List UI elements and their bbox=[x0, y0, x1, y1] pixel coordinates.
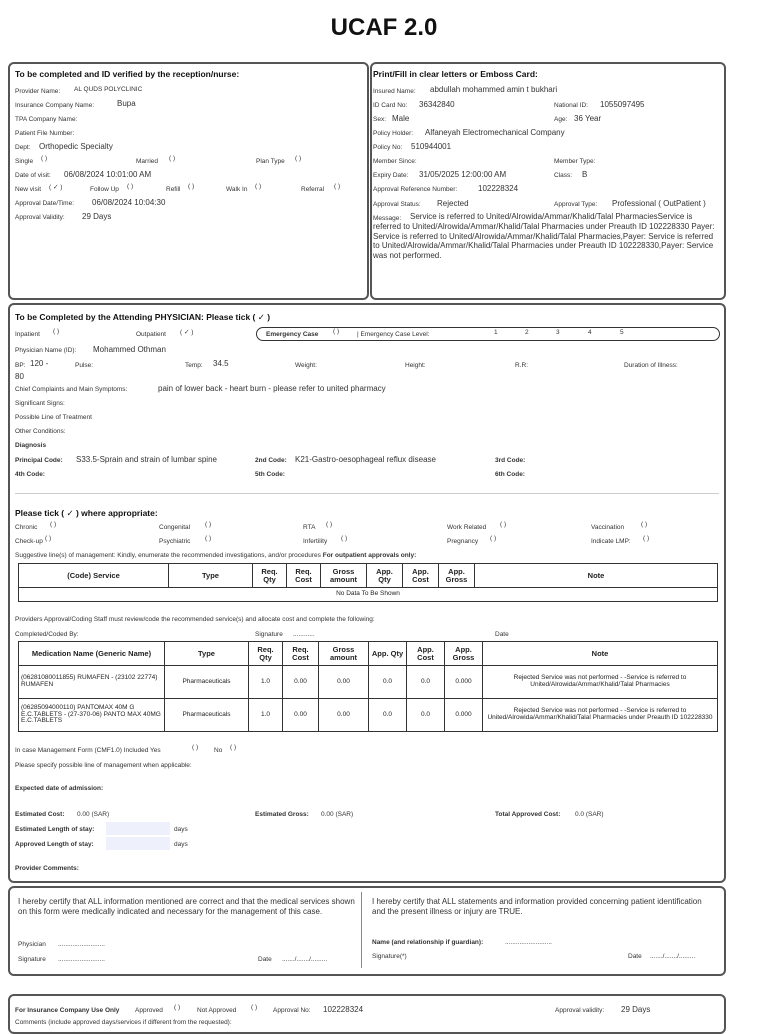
code-3-label: 3rd Code: bbox=[495, 457, 526, 464]
estimated-stay-label: Estimated Length of stay: bbox=[15, 826, 95, 833]
approved-stay-label: Approved Length of stay: bbox=[15, 841, 94, 848]
header-app-gross: App. Gross bbox=[439, 564, 475, 588]
header-type: Type bbox=[165, 642, 249, 666]
medication-note: Rejected Service was not performed - -Service is referred to United/Alrowida/Ammar/Khalid/Talal Pharmacies bbox=[483, 666, 718, 699]
medication-app-cost: 0.0 bbox=[407, 699, 445, 732]
file-label: Patient File Number: bbox=[15, 130, 75, 137]
id-card-value: 36342840 bbox=[419, 100, 455, 109]
suggestive-text bbox=[15, 552, 416, 559]
medication-type: Pharmaceuticals bbox=[165, 699, 249, 732]
header-note: Note bbox=[475, 564, 718, 588]
approval-type-value: Professional ( OutPatient ) bbox=[612, 199, 706, 208]
emergency-tick[interactable]: ( ) bbox=[333, 328, 340, 335]
bp-label: BP: bbox=[15, 362, 26, 369]
approval-ref-label: Approval Reference Number: bbox=[373, 186, 458, 193]
estimated-cost-value: 0.00 (SAR) bbox=[77, 811, 110, 818]
reception-section bbox=[8, 62, 369, 300]
policy-holder-label: Policy Holder: bbox=[373, 130, 414, 137]
new-visit-label: New visit bbox=[15, 186, 42, 193]
header-req-cost: Req. Cost bbox=[283, 642, 319, 666]
refill-label: Refill bbox=[166, 186, 181, 193]
medication-req-qty: 1.0 bbox=[249, 699, 283, 732]
not-approved-label: Not Approved bbox=[197, 1007, 237, 1014]
emergency-box bbox=[256, 327, 720, 341]
referral-tick[interactable]: ( ) bbox=[334, 183, 341, 190]
completed-by-label: Completed/Coded By: bbox=[15, 631, 79, 638]
emergency-level-5[interactable]: 5 bbox=[620, 329, 624, 336]
refill-tick[interactable]: ( ) bbox=[188, 183, 195, 190]
cmf-no-label: No bbox=[214, 747, 223, 754]
table-row bbox=[19, 699, 718, 732]
class-value: B bbox=[582, 170, 588, 179]
header-note: Note bbox=[483, 642, 718, 666]
emergency-level-4[interactable]: 4 bbox=[588, 329, 592, 336]
other-conditions-label: Other Conditions: bbox=[15, 428, 66, 435]
principal-code-label: Principal Code: bbox=[15, 457, 63, 464]
approved-stay-input[interactable] bbox=[106, 837, 170, 850]
congenital-tick[interactable]: ( ) bbox=[205, 521, 212, 528]
medication-type: Pharmaceuticals bbox=[165, 666, 249, 699]
married-tick[interactable]: ( ) bbox=[169, 155, 176, 162]
divider bbox=[15, 493, 719, 494]
sex-label: Sex: bbox=[373, 116, 387, 123]
vaccination-tick[interactable]: ( ) bbox=[641, 521, 648, 528]
insured-value: abdullah mohammed amin t bukhari bbox=[430, 85, 558, 94]
specify-text: Please specify possible line of management when applicable: bbox=[15, 762, 192, 769]
expiry-value: 31/05/2025 12:00:00 AM bbox=[419, 170, 507, 179]
single-label: Single bbox=[15, 158, 34, 165]
header-medication: Medication Name (Generic Name) bbox=[19, 642, 165, 666]
national-id-label: National ID: bbox=[554, 102, 588, 109]
estimated-stay-input[interactable] bbox=[106, 822, 170, 835]
plan-type-label: Plan Type bbox=[256, 158, 285, 165]
dept-value: Orthopedic Specialty bbox=[39, 142, 113, 151]
approval-no-label: Approval No: bbox=[273, 1007, 311, 1014]
header-req-cost: Req. Cost bbox=[287, 564, 321, 588]
insurance-label: Insurance Company Name: bbox=[15, 102, 95, 109]
physician-label: Physician bbox=[18, 941, 46, 948]
card-heading: Print/Fill in clear letters or Emboss Card: bbox=[373, 69, 538, 79]
insurance-comments-label: Comments (include approved days/services if different from the requested): bbox=[15, 1019, 232, 1026]
medication-note: Rejected Service was not performed - -Service is referred to United/Alrowida/Ammar/Khalid/Talal Pharmacies under Preauth ID 102228330 bbox=[483, 699, 718, 732]
provider-comments-label: Provider Comments: bbox=[15, 865, 79, 872]
height-label: Height: bbox=[405, 362, 426, 369]
class-label: Class: bbox=[554, 172, 573, 179]
medication-req-qty: 1.0 bbox=[249, 666, 283, 699]
approved-label: Approved bbox=[135, 1007, 163, 1014]
age-value: 36 Year bbox=[574, 114, 602, 123]
age-label: Age: bbox=[554, 116, 568, 123]
message-text: Service is referred to United/Alrowida/Ammar/Khalid/Talal PharmaciesService is referred to United/Alrowida/Ammar/Khalid/Talal Pharmacies under Preauth ID 102228330 Payer: Service is referred to United/Alrowida/Ammar/Khalid/Talal Pharmacies,Payer: Service is referred to United/Alrowida/Ammar/Khalid/Talal Pharmacies under Preauth ID 102228330,Payer: Service was not performed. bbox=[373, 212, 715, 261]
medication-table bbox=[18, 641, 718, 732]
header-app-cost: App. Cost bbox=[403, 564, 439, 588]
medication-name: (06285094000110) PANTOMAX 40M G E.C.TABLETS - (27-370-06) PANTO MAX 40MG E.C.TABLETS bbox=[19, 699, 165, 732]
id-card-label: ID Card No: bbox=[373, 102, 408, 109]
admission-label: Expected date of admission: bbox=[15, 785, 104, 792]
policy-no-label: Policy No: bbox=[373, 144, 403, 151]
suggestive-text-main: Suggestive line(s) of management: Kindly, enumerate the recommended investigations, and/or procedures bbox=[15, 552, 321, 559]
psychiatric-label: Psychiatric bbox=[159, 538, 191, 545]
diagnosis-label: Diagnosis bbox=[15, 442, 47, 449]
header-app-gross: App. Gross bbox=[445, 642, 483, 666]
patient-date-dots: ......./......./......... bbox=[650, 953, 696, 960]
medication-req-cost: 0.00 bbox=[283, 666, 319, 699]
visit-date-value: 06/08/2024 10:01:00 AM bbox=[64, 170, 152, 179]
physician-name-label: Physician Name (ID): bbox=[15, 347, 77, 354]
member-type-label: Member Type: bbox=[554, 158, 596, 165]
pregnancy-label: Pregnancy bbox=[447, 538, 479, 545]
physician-signature-dots: .......................... bbox=[58, 956, 105, 963]
treatment-label: Possible Line of Treatment bbox=[15, 414, 92, 421]
physician-date-dots: ......./......./......... bbox=[282, 956, 328, 963]
medication-gross: 0.00 bbox=[319, 666, 369, 699]
psychiatric-tick[interactable]: ( ) bbox=[205, 535, 212, 542]
follow-up-label: Follow Up bbox=[90, 186, 119, 193]
temp-value: 34.5 bbox=[213, 359, 229, 368]
inpatient-label: Inpatient bbox=[15, 331, 40, 338]
estimated-cost-label: Estimated Cost: bbox=[15, 811, 65, 818]
pregnancy-tick[interactable]: ( ) bbox=[490, 535, 497, 542]
emergency-level-3[interactable]: 3 bbox=[556, 329, 560, 336]
estimated-gross-label: Estimated Gross: bbox=[255, 811, 309, 818]
vaccination-label: Vaccination bbox=[591, 524, 625, 531]
medication-gross: 0.00 bbox=[319, 699, 369, 732]
policy-holder-value: Alfaneyah Electromechanical Company bbox=[425, 128, 565, 137]
outpatient-label: Outpatient bbox=[136, 331, 166, 338]
work-related-tick[interactable]: ( ) bbox=[500, 521, 507, 528]
weight-label: Weight: bbox=[295, 362, 317, 369]
checkup-label: Check-up bbox=[15, 538, 43, 545]
total-approved-label: Total Approved Cost: bbox=[495, 811, 561, 818]
chronic-tick[interactable]: ( ) bbox=[50, 521, 57, 528]
medication-app-gross: 0.000 bbox=[445, 699, 483, 732]
insurance-validity-label: Approval validity: bbox=[555, 1007, 605, 1014]
approval-datetime-label: Approval Date/Time: bbox=[15, 200, 75, 207]
approved-tick[interactable]: ( ) bbox=[174, 1004, 181, 1011]
emergency-label: Emergency Case bbox=[266, 331, 319, 338]
table-row bbox=[19, 666, 718, 699]
patient-certify-text: I hereby certify that ALL statements and information provided concerning patient identification and the present illness or injury are TRUE. bbox=[372, 897, 702, 916]
approval-validity-label: Approval Validity: bbox=[15, 214, 65, 221]
bp-value-2: 80 bbox=[15, 372, 24, 381]
walk-in-label: Walk In bbox=[226, 186, 248, 193]
card-section bbox=[370, 62, 726, 300]
service-table-header bbox=[19, 564, 718, 588]
coding-signature-dots: ............ bbox=[293, 631, 315, 638]
cmf-no-tick[interactable]: ( ) bbox=[230, 744, 237, 751]
insurance-use-section bbox=[8, 994, 726, 1034]
guardian-dots: .......................... bbox=[505, 939, 552, 946]
ticks-heading: Please tick ( ✓ ) where appropriate: bbox=[15, 508, 158, 518]
medication-name: (06281080011855) RUMAFEN - (23102 22774) RUMAFEN bbox=[19, 666, 165, 699]
approval-no-value: 102228324 bbox=[323, 1005, 364, 1014]
coding-signature-label: Signature bbox=[255, 631, 283, 638]
table-row bbox=[19, 588, 718, 602]
header-gross: Gross amount bbox=[319, 642, 369, 666]
physician-name-value: Mohammed Othman bbox=[93, 345, 166, 354]
total-approved-value: 0.0 (SAR) bbox=[575, 811, 604, 818]
physician-dots: .......................... bbox=[58, 941, 105, 948]
bp-value: 120 - bbox=[30, 359, 49, 368]
rta-label: RTA bbox=[303, 524, 316, 531]
certification-divider bbox=[361, 892, 362, 968]
approval-ref-value: 102228324 bbox=[478, 184, 519, 193]
header-service: (Code) Service bbox=[19, 564, 169, 588]
provider-label: Provider Name: bbox=[15, 88, 61, 95]
insurance-value: Bupa bbox=[117, 99, 136, 108]
guardian-label: Name (and relationship if guardian): bbox=[372, 939, 484, 946]
physician-heading: To be Completed by the Attending PHYSICIAN: Please tick ( ✓ ) bbox=[15, 312, 271, 322]
principal-code-value: S33.5-Sprain and strain of lumbar spine bbox=[76, 455, 217, 464]
emergency-level-label: | Emergency Case Level: bbox=[357, 331, 430, 338]
congenital-label: Congenital bbox=[159, 524, 191, 531]
duration-label: Duration of Illness: bbox=[624, 362, 678, 369]
medication-table-header bbox=[19, 642, 718, 666]
married-label: Married bbox=[136, 158, 159, 165]
policy-no-value: 510944001 bbox=[411, 142, 452, 151]
rta-tick[interactable]: ( ) bbox=[326, 521, 333, 528]
single-tick[interactable]: ( ) bbox=[41, 155, 48, 162]
dept-label: Dept: bbox=[15, 144, 31, 151]
expiry-label: Expiry Date: bbox=[373, 172, 409, 179]
emergency-level-1[interactable]: 1 bbox=[494, 329, 498, 336]
estimated-stay-unit: days bbox=[174, 826, 188, 833]
walk-in-tick[interactable]: ( ) bbox=[255, 183, 262, 190]
code-5-label: 5th Code: bbox=[255, 471, 285, 478]
chronic-label: Chronic bbox=[15, 524, 38, 531]
medication-app-qty: 0.0 bbox=[369, 699, 407, 732]
header-app-qty: App. Qty bbox=[367, 564, 403, 588]
national-id-value: 1055097495 bbox=[600, 100, 645, 109]
empty-row-text: No Data To Be Shown bbox=[19, 588, 718, 602]
patient-signature-label: Signature(*) bbox=[372, 953, 407, 960]
follow-up-tick[interactable]: ( ) bbox=[127, 183, 134, 190]
approval-type-label: Approval Type: bbox=[554, 201, 598, 208]
code-2-label: 2nd Code: bbox=[255, 457, 287, 464]
sex-value: Male bbox=[392, 114, 410, 123]
not-approved-tick[interactable]: ( ) bbox=[251, 1004, 258, 1011]
lmp-label: Indicate LMP: bbox=[591, 538, 631, 545]
form-title: UCAF 2.0 bbox=[330, 14, 438, 41]
physician-date-label: Date bbox=[258, 956, 272, 963]
cmf-text: In case Management Form (CMF1.0) Included Yes bbox=[15, 747, 161, 754]
provider-value: AL QUDS POLYCLINIC bbox=[74, 86, 143, 93]
estimated-gross-value: 0.00 (SAR) bbox=[321, 811, 354, 818]
outpatient-tick[interactable]: ( ✓ ) bbox=[180, 329, 194, 336]
work-related-label: Work Related bbox=[447, 524, 487, 531]
header-req-qty: Req. Qty bbox=[249, 642, 283, 666]
code-4-label: 4th Code: bbox=[15, 471, 45, 478]
coding-date-label: Date bbox=[495, 631, 509, 638]
header-app-cost: App. Cost bbox=[407, 642, 445, 666]
physician-certify-text: I hereby certify that ALL information mentioned are correct and that the medical services shown on this form were medically indicated and necessary for the management of this case. bbox=[18, 897, 355, 916]
inpatient-tick[interactable]: ( ) bbox=[53, 328, 60, 335]
visit-date-label: Date of visit: bbox=[15, 172, 51, 179]
header-req-qty: Req. Qty bbox=[253, 564, 287, 588]
code-6-label: 6th Code: bbox=[495, 471, 525, 478]
approval-status-label: Approval Status: bbox=[373, 201, 421, 208]
rr-label: R.R: bbox=[515, 362, 528, 369]
plan-type-tick[interactable]: ( ) bbox=[295, 155, 302, 162]
physician-signature-label: Signature bbox=[18, 956, 46, 963]
insured-label: Insured Name: bbox=[373, 88, 416, 95]
complaints-label: Chief Complaints and Main Symptoms: bbox=[15, 386, 128, 393]
code-2-value: K21-Gastro-oesophageal reflux disease bbox=[295, 455, 436, 464]
emergency-level-2[interactable]: 2 bbox=[525, 329, 529, 336]
member-since-label: Member Since: bbox=[373, 158, 417, 165]
approved-stay-unit: days bbox=[174, 841, 188, 848]
suggestive-text-bold: For outpatient approvals only: bbox=[322, 552, 417, 559]
approval-status-value: Rejected bbox=[437, 199, 469, 208]
infertility-label: Infertility bbox=[303, 538, 328, 545]
cmf-yes-tick[interactable]: ( ) bbox=[192, 744, 199, 751]
approval-validity-value: 29 Days bbox=[82, 212, 112, 221]
signs-label: Significant Signs: bbox=[15, 400, 65, 407]
service-table bbox=[18, 563, 718, 602]
complaints-value: pain of lower back - heart burn - please refer to united pharmacy bbox=[158, 384, 386, 393]
medication-app-cost: 0.0 bbox=[407, 666, 445, 699]
referral-label: Referral bbox=[301, 186, 325, 193]
header-app-qty: App. Qty bbox=[369, 642, 407, 666]
lmp-tick[interactable]: ( ) bbox=[643, 535, 650, 542]
patient-date-label: Date bbox=[628, 953, 642, 960]
coding-note: Providers Approval/Coding Staff must review/code the recommended service(s) and allocate cost and complete the following: bbox=[15, 616, 375, 623]
insurance-use-label: For Insurance Company Use Only bbox=[15, 1007, 120, 1014]
new-visit-tick[interactable]: ( ✓ ) bbox=[49, 184, 63, 191]
message-label: Message: bbox=[373, 215, 402, 222]
header-type: Type bbox=[169, 564, 253, 588]
medication-app-gross: 0.000 bbox=[445, 666, 483, 699]
temp-label: Temp: bbox=[185, 362, 203, 369]
reception-heading: To be completed and ID verified by the reception/nurse: bbox=[15, 69, 240, 79]
checkup-tick[interactable]: ( ) bbox=[45, 535, 52, 542]
medication-req-cost: 0.00 bbox=[283, 699, 319, 732]
insurance-validity-value: 29 Days bbox=[621, 1005, 651, 1014]
medication-app-qty: 0.0 bbox=[369, 666, 407, 699]
tpa-label: TPA Company Name: bbox=[15, 116, 78, 123]
pulse-label: Pulse: bbox=[75, 362, 94, 369]
header-gross: Gross amount bbox=[321, 564, 367, 588]
infertility-tick[interactable]: ( ) bbox=[341, 535, 348, 542]
approval-datetime-value: 06/08/2024 10:04:30 bbox=[92, 198, 166, 207]
